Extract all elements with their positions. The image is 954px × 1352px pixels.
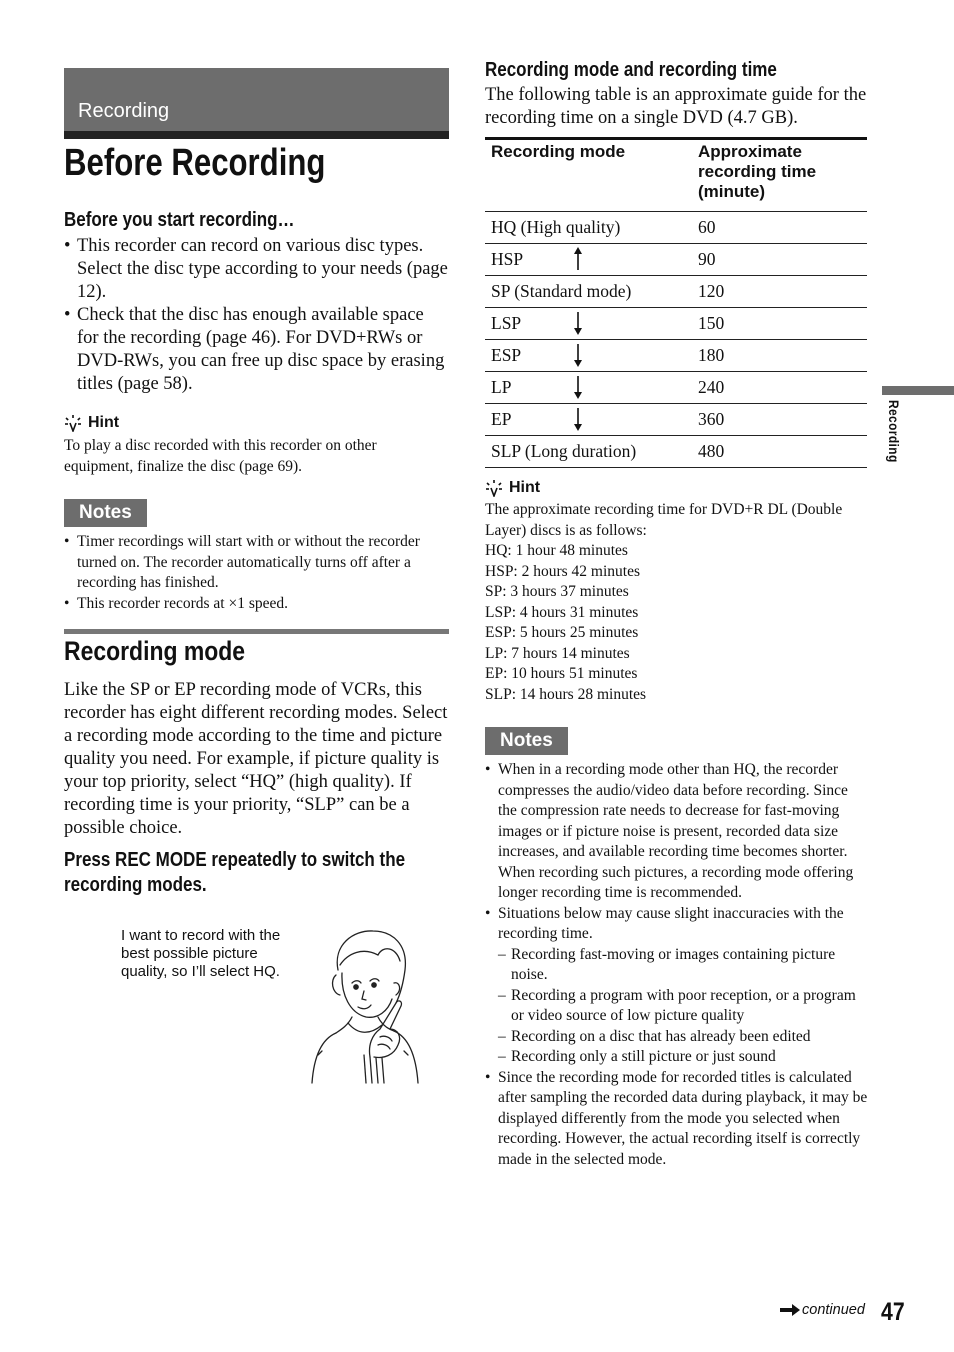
notes-label: Notes xyxy=(64,499,147,527)
page-title: Before Recording xyxy=(64,142,326,184)
table-row xyxy=(485,212,867,244)
hint-line: HQ: 1 hour 48 minutes xyxy=(485,542,628,559)
column-header: Approximate recording time (minute) xyxy=(698,142,817,201)
table-row xyxy=(485,436,867,468)
list-item-text: Situations below may cause slight inaccuracies with the recording time. xyxy=(498,904,844,942)
hint-line: LSP: 4 hours 31 minutes xyxy=(485,603,639,621)
arrow-down-icon xyxy=(573,407,583,431)
hint-line: The approximate recording time for DVD+R DL (Double Layer) discs is as follows: xyxy=(485,501,843,539)
side-tab-label: Recording xyxy=(886,400,902,463)
list-item: • This recorder can record on various disc types. Select the disc type according to your needs (page 12). xyxy=(64,235,449,304)
list-item: • Timer recordings will start with or without the recorder turned on. The recorder automatically turns off after a recording has finished. xyxy=(64,532,449,594)
list-item: • This recorder records at ×1 speed. xyxy=(64,594,449,615)
table-cell-mode: HQ (High quality) xyxy=(491,217,621,237)
hint-line: LP: 7 hours 14 minutes xyxy=(485,644,630,662)
table-cell-mode: LP xyxy=(491,377,512,397)
table-cell-mode: EP xyxy=(491,409,512,429)
hint-line: ESP: 5 hours 25 minutes xyxy=(485,624,639,641)
person-pointing-illustration xyxy=(308,925,423,1085)
hint-heading xyxy=(485,479,540,497)
continued-label: continued xyxy=(802,1302,865,1318)
section-band-label: Recording xyxy=(78,100,170,122)
table-row xyxy=(485,308,867,340)
arrow-down-icon xyxy=(573,375,583,399)
recording-mode-title: Recording mode xyxy=(64,636,246,666)
list-item: • Since the recording mode for recorded titles is calculated after sampling the recorded data during playback, it may be displayed differently from the mode you selected when recording. However, the actual recording itself is correctly made in the selected mode. xyxy=(485,1068,869,1171)
section-divider xyxy=(64,131,449,139)
hint-label: Hint xyxy=(509,479,541,496)
lightbulb-icon xyxy=(485,479,503,497)
arrow-down-icon xyxy=(573,311,583,335)
table-cell-time: 240 xyxy=(698,377,725,397)
illustration-caption: I want to record with the best possible picture quality, so I’ll select HQ. xyxy=(121,927,281,980)
sub-list-item: – Recording a program with poor reception, or a program or video source of low picture quality xyxy=(498,986,869,1027)
arrow-up-icon xyxy=(573,247,583,271)
hint-line: HSP: 2 hours 42 minutes xyxy=(485,562,641,580)
hint-text xyxy=(485,500,867,705)
column-header: Recording mode xyxy=(491,142,626,161)
table-cell-time: 120 xyxy=(698,281,725,301)
page-number: 47 xyxy=(881,1298,905,1326)
side-tab-bar xyxy=(882,386,954,395)
table-row xyxy=(485,340,867,372)
hint-label: Hint xyxy=(88,414,120,431)
hint-line: SP: 3 hours 37 minutes xyxy=(485,583,629,600)
sub-list-item: – Recording fast-moving or images containing picture noise. xyxy=(498,945,869,986)
table-row xyxy=(485,372,867,404)
table-cell-mode: ESP xyxy=(491,345,522,365)
sub-list-item: – Recording only a still picture or just sound xyxy=(498,1047,869,1068)
section-band xyxy=(64,68,449,131)
hint-text: To play a disc recorded with this recorder on other equipment, finalize the disc (page 69). xyxy=(64,437,377,475)
continued-indicator xyxy=(780,1302,865,1318)
table-cell-time: 360 xyxy=(698,409,725,429)
table-cell-time: 60 xyxy=(698,217,716,237)
table-heading: Recording mode and recording time xyxy=(485,59,777,81)
arrow-right-icon xyxy=(780,1304,800,1316)
section-rule xyxy=(64,629,449,634)
table-row xyxy=(485,244,867,276)
table-cell-time: 180 xyxy=(698,345,725,365)
table-cell-time: 150 xyxy=(698,313,725,333)
hint-heading xyxy=(64,414,119,432)
before-start-list xyxy=(64,235,449,396)
lightbulb-icon xyxy=(64,414,82,432)
hint-line: SLP: 14 hours 28 minutes xyxy=(485,685,647,703)
list-item: • Check that the disc has enough available space for the recording (page 46). For DVD+RWs or DVD-RWs, you can free up disc space by erasing titles (page 58). xyxy=(64,304,449,396)
table-intro: The following table is an approximate guide for the recording time on a single DVD (4.7 GB). xyxy=(485,85,867,128)
table-cell-time: 480 xyxy=(698,441,725,461)
table-row xyxy=(485,276,867,308)
recording-mode-body: Like the SP or EP recording mode of VCRs, this recorder has eight different recording modes. Select a recording mode according to the time and picture quality you need. For example, if picture quality is your top priority, select “HQ” (high quality). If recording time is your priority, “SLP” can be a possible choice. xyxy=(64,680,448,838)
list-item xyxy=(485,904,869,1068)
arrow-down-icon xyxy=(573,343,583,367)
table-cell-time: 90 xyxy=(698,249,716,269)
table-cell-mode: LSP xyxy=(491,313,522,333)
sub-list-item: – Recording on a disc that has already been edited xyxy=(498,1027,869,1048)
table-cell-mode: SLP (Long duration) xyxy=(491,441,637,461)
before-start-heading: Before you start recording… xyxy=(64,209,295,231)
table-cell-mode: HSP xyxy=(491,249,524,269)
instruction-step: Press REC MODE repeatedly to switch the recording modes. xyxy=(64,849,406,896)
notes-list xyxy=(64,532,449,614)
table-top-rule xyxy=(485,137,867,140)
table-row xyxy=(485,404,867,436)
list-item: • When in a recording mode other than HQ, the recorder compresses the audio/video data before recording. Since the compression rate needs to decrease for fast-moving images or if picture noise is present, recorded data size increases, and available recording time becomes shorter. When recording such pictures, a recording mode offering longer recording time is recommended. xyxy=(485,760,869,904)
table-cell-mode: SP (Standard mode) xyxy=(491,281,632,301)
notes-label: Notes xyxy=(485,727,568,755)
notes-list xyxy=(485,760,869,1170)
hint-line: EP: 10 hours 51 minutes xyxy=(485,665,638,682)
